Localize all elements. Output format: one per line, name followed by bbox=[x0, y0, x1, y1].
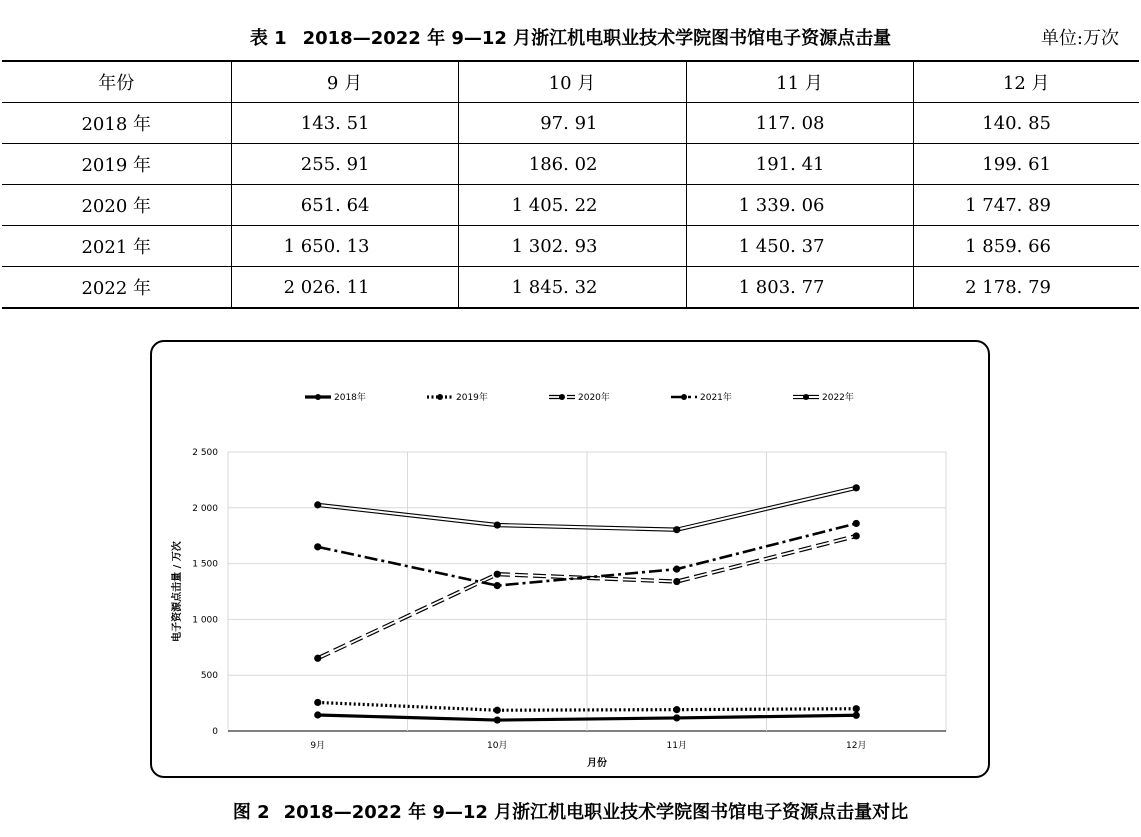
cell-value: 1 747. 89 bbox=[913, 185, 1139, 226]
data-point bbox=[494, 707, 501, 714]
line-chart bbox=[150, 340, 990, 778]
data-point bbox=[853, 705, 860, 712]
cell-value: 199. 61 bbox=[913, 144, 1139, 185]
row-year: 2019 年 bbox=[2, 144, 231, 185]
row-year: 2021 年 bbox=[2, 226, 231, 267]
row-year: 2018 年 bbox=[2, 103, 231, 144]
cell-value: 1 405. 22 bbox=[458, 185, 686, 226]
data-point bbox=[314, 699, 321, 706]
x-axis-label: 月份 bbox=[587, 758, 607, 769]
header-sep: 9 月 bbox=[231, 61, 458, 103]
header-year: 年份 bbox=[2, 61, 231, 103]
cell-value: 1 845. 32 bbox=[458, 267, 686, 309]
y-tick-label: 1 000 bbox=[192, 615, 218, 626]
legend-entry: 2022年 bbox=[822, 393, 854, 403]
cell-value: 186. 02 bbox=[458, 144, 686, 185]
data-point bbox=[494, 571, 501, 578]
x-tick-label: 10月 bbox=[487, 741, 508, 751]
row-year: 2022 年 bbox=[2, 267, 231, 309]
header-dec: 12 月 bbox=[913, 61, 1139, 103]
table-row bbox=[2, 144, 1139, 185]
x-tick-label: 9月 bbox=[310, 741, 326, 751]
data-point bbox=[314, 655, 321, 662]
table-row bbox=[2, 185, 1139, 226]
cell-value: 1 859. 66 bbox=[913, 226, 1139, 267]
cell-value: 1 450. 37 bbox=[686, 226, 913, 267]
data-point bbox=[673, 714, 680, 721]
data-point bbox=[853, 520, 860, 527]
figure-caption bbox=[0, 798, 1141, 824]
legend-marker bbox=[437, 394, 443, 400]
legend-marker bbox=[681, 394, 687, 400]
header-oct: 10 月 bbox=[458, 61, 686, 103]
table-row bbox=[2, 103, 1139, 144]
row-year: 2020 年 bbox=[2, 185, 231, 226]
data-point bbox=[673, 566, 680, 573]
cell-value: 2 178. 79 bbox=[913, 267, 1139, 309]
legend-entry: 2021年 bbox=[700, 393, 732, 403]
data-point bbox=[494, 716, 501, 723]
legend-marker bbox=[803, 394, 809, 400]
cell-value: 651. 64 bbox=[231, 185, 458, 226]
data-point bbox=[494, 582, 501, 589]
data-table bbox=[2, 60, 1139, 309]
table-row bbox=[2, 226, 1139, 267]
table-title: 2018—2022 年 9—12 月浙江机电职业技术学院图书馆电子资源点击量 bbox=[302, 28, 892, 49]
figure-label: 图 2 bbox=[232, 802, 270, 823]
header-nov: 11 月 bbox=[686, 61, 913, 103]
y-tick-label: 1 500 bbox=[192, 559, 218, 570]
legend-marker bbox=[315, 394, 321, 400]
cell-value: 1 339. 06 bbox=[686, 185, 913, 226]
legend-entry: 2019年 bbox=[456, 393, 488, 403]
legend-entry: 2020年 bbox=[578, 393, 610, 403]
table-row bbox=[2, 267, 1139, 309]
cell-value: 143. 51 bbox=[231, 103, 458, 144]
y-axis-label: 电子资源点击量 / 万次 bbox=[172, 541, 183, 642]
cell-value: 255. 91 bbox=[231, 144, 458, 185]
cell-value: 117. 08 bbox=[686, 103, 913, 144]
table-caption bbox=[0, 24, 1141, 50]
data-point bbox=[853, 532, 860, 539]
data-point bbox=[853, 712, 860, 719]
data-point bbox=[673, 578, 680, 585]
cell-value: 1 803. 77 bbox=[686, 267, 913, 309]
legend-marker bbox=[559, 394, 565, 400]
table-label: 表 1 bbox=[249, 28, 287, 49]
cell-value: 140. 85 bbox=[913, 103, 1139, 144]
data-point bbox=[314, 543, 321, 550]
data-point bbox=[494, 521, 501, 528]
cell-value: 191. 41 bbox=[686, 144, 913, 185]
y-tick-label: 2 000 bbox=[192, 503, 218, 514]
data-point bbox=[853, 484, 860, 491]
cell-value: 1 650. 13 bbox=[231, 226, 458, 267]
data-point bbox=[314, 501, 321, 508]
y-tick-label: 2 500 bbox=[192, 448, 218, 458]
data-point bbox=[314, 711, 321, 718]
table-caption-row bbox=[0, 22, 1141, 56]
table-unit: 单位:万次 bbox=[1040, 28, 1119, 49]
y-tick-label: 500 bbox=[200, 671, 218, 682]
cell-value: 2 026. 11 bbox=[231, 267, 458, 309]
legend-entry: 2018年 bbox=[334, 393, 366, 403]
x-tick-label: 12月 bbox=[846, 741, 867, 751]
table-header-row bbox=[2, 61, 1139, 103]
data-point bbox=[673, 706, 680, 713]
cell-value: 97. 91 bbox=[458, 103, 686, 144]
y-tick-label: 0 bbox=[212, 727, 218, 737]
x-tick-label: 11月 bbox=[666, 741, 687, 751]
cell-value: 1 302. 93 bbox=[458, 226, 686, 267]
data-point bbox=[673, 526, 680, 533]
figure-title: 2018—2022 年 9—12 月浙江机电职业技术学院图书馆电子资源点击量对比 bbox=[283, 802, 909, 823]
